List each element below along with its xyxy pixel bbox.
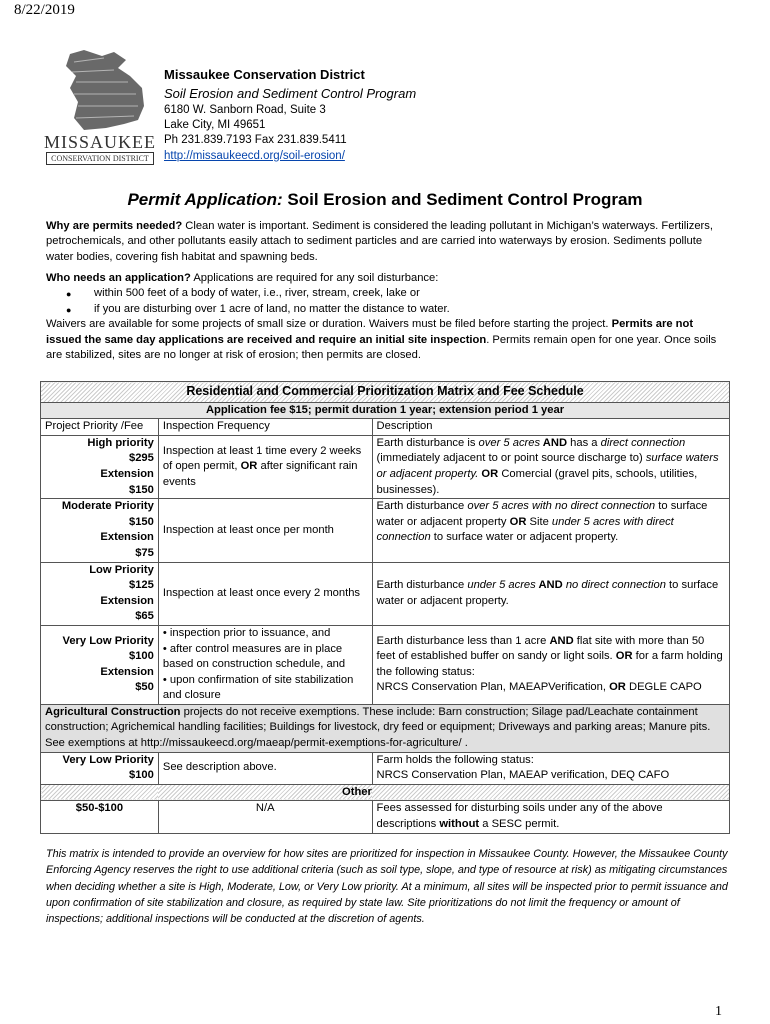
desc-part: NRCS Conservation Plan, MAEAP verification, DEQ CAFO [376,769,670,782]
criteria-list [46,286,726,317]
frequency-item: • after control measures are in place based on construction schedule, and [162,642,346,671]
desc-part: over 5 acres with no direct connection [467,500,656,513]
priority-fee: $295 [128,452,154,465]
desc-part: direct connection [600,436,686,449]
priority-label: Very Low Priority [62,634,154,647]
extension-fee: $50 [135,681,154,694]
frequency-item: • upon confirmation of site stabilization and closure [162,673,354,702]
extension-fee: $65 [135,610,154,623]
address-line2: Lake City, MI 49651 [164,119,266,132]
list-item: ● within 500 feet of a body of water, i.e., river, stream, creek, lake or [94,286,726,301]
desc-part: Fees assessed for disturbing soils under any of the above descriptions [376,802,663,831]
contact-header [164,66,416,164]
footer-note: This matrix is intended to provide an overview for how sites are prioritized for inspection in Missaukee County. However, the Missaukee County Enforcing Agency reserves the right to use additional criteria (such as soil type, slope, and type of resource at risk) as mitigating circumstances when deciding whether a site is High, Moderate, Low, or Very Low priority. At a minimum, all sites will be inspected prior to permit issuance and upon confirmation of site stabilization and closure, as required by state law. Site prioritizations do not limit the frequency or amount of inspections; additional inspections will be conducted at the discretion of agents. [46,848,728,926]
frequency-cell [158,625,372,704]
desc-part: surface waters or adjacent property. [376,452,719,480]
who-paragraph [46,271,726,363]
frequency-cell [158,435,372,498]
or-text: OR [240,460,258,473]
desc-part: (immediately adjacent to or point source discharge to) [376,452,646,465]
print-date: 8/22/2019 [14,2,75,18]
extension-label: Extension [100,467,154,480]
frequency-text-end: after significant rain events [162,460,358,488]
description-cell [372,562,729,625]
desc-part: no direct connection [565,579,666,592]
desc-part: OR [609,681,626,694]
desc-part: for a farm holding the following status: [376,650,723,678]
desc-part: Site [526,515,552,528]
who-text: Applications are required for any soil disturbance: [190,272,439,284]
priority-label: Very Low Priority [62,753,154,766]
website-link[interactable]: http://missaukeecd.org/soil-erosion/ [164,149,345,162]
logo-text: MISSAUKEE [44,132,157,152]
fee-matrix [40,381,730,834]
title-italic: Permit Application: [127,190,283,209]
waiver-bold: Permits are not issued the same day applications are received and require an initial site inspection [46,318,694,346]
other-hatch [41,784,159,801]
description-cell [372,625,729,704]
table-row [41,752,730,784]
other-label: Other [342,785,372,798]
desc-part: AND [540,436,568,449]
description-cell [372,752,729,784]
extension-label: Extension [100,594,154,607]
desc-part: AND [535,579,563,592]
matrix-subtitle: Application fee $15; permit duration 1 year; extension period 1 year [41,402,730,419]
desc-part: DEGLE CAPO [625,681,702,694]
desc-part: a SESC permit. [479,818,560,831]
program-name: Soil Erosion and Sediment Control Program [164,86,417,101]
table-row [41,499,730,562]
matrix-title: Residential and Commercial Prioritization Matrix and Fee Schedule [41,382,730,403]
priority-label: Low Priority [89,563,154,576]
frequency-cell: Inspection at least once per month [158,499,372,562]
table-header-row [41,419,730,436]
desc-part: under 5 acres [467,579,536,592]
desc-part: Earth disturbance [376,500,468,513]
desc-part: Earth disturbance [376,579,468,592]
desc-part: Comercial (gravel pits, schools, utilities, businesses). [376,467,698,496]
col-priority-header: Project Priority /Fee [41,419,159,436]
description-cell [372,435,729,498]
frequency-cell: N/A [158,801,372,833]
org-name: Missaukee Conservation District [164,67,365,82]
other-header-cell [342,784,729,801]
logo-subtext: CONSERVATION DISTRICT [46,152,154,165]
desc-part: AND [549,634,574,647]
desc-part: OR [478,467,499,480]
page-title [0,190,770,210]
why-question: Why are permits needed? [46,220,183,232]
other-hatch [158,784,372,801]
desc-part: Earth disturbance less than 1 acre [376,634,550,647]
desc-part: to surface water or adjacent property. [376,579,719,607]
desc-part: to surface water or adjacent property [376,500,708,528]
desc-part: OR [509,515,527,528]
table-row [41,562,730,625]
ag-text: projects do not receive exemptions. These include: Barn construction; Silage pad/Leachate containment construction; Agrichemical handling facilities; Buildings for livestock, dry feed or equipment; Driveways and parking areas; Manure pits. See exemptions at http://missaukeecd.org/maeap/permit-exemptions-for-agriculture/ . [45,705,711,750]
col-frequency-header: Inspection Frequency [158,419,372,436]
table-row [41,435,730,498]
frequency-cell: Inspection at least once every 2 months [158,562,372,625]
table-row [41,784,730,801]
phone-line: Ph 231.839.7193 Fax 231.839.5411 [164,134,347,147]
priority-fee: $50-$100 [41,801,159,833]
desc-part: Earth disturbance is [376,436,479,449]
description-cell [372,499,729,562]
priority-fee: $150 [128,515,154,528]
agricultural-note [41,704,730,752]
desc-part: has a [567,436,601,449]
frequency-item: • inspection prior to issuance, and [162,626,331,639]
desc-part: over 5 acres [478,436,541,449]
why-paragraph [46,219,726,265]
table-row [41,704,730,752]
priority-label: High priority [87,436,154,449]
ag-bold: Agricultural Construction [45,705,181,718]
extension-label: Extension [100,665,154,678]
extension-fee: $75 [135,546,154,559]
list-item: ● if you are disturbing over 1 acre of land, no matter the distance to water. [94,302,726,317]
why-text: Clean water is important. Sediment is considered the leading pollutant in Michigan’s waterways. Fertilizers, petrochemicals, and other pollutants easily attach to sediment particles and are carried into waterways by erosion. Sediments pollute water bodies, covering fish habitat and spawning beds. [46,220,713,263]
desc-part: to surface water or adjacent property. [430,531,619,544]
priority-fee: $100 [128,650,154,663]
page-number: 1 [715,1004,722,1019]
frequency-cell: See description above. [158,752,372,784]
desc-part: flat site with more than 50 feet of established buffer on sandy or light soils. [376,634,705,663]
desc-part: OR [615,650,633,663]
address-line1: 6180 W. Sanborn Road, Suite 3 [164,104,326,116]
table-row [41,625,730,704]
priority-label: Moderate Priority [61,500,154,513]
who-question: Who needs an application? [46,272,191,284]
extension-label: Extension [100,531,154,544]
frequency-text: Inspection at least 1 time every 2 weeks of open permit, [162,444,362,473]
table-row [41,801,730,833]
desc-part: NRCS Conservation Plan, MAEAPVerification, [376,681,610,694]
extension-fee: $150 [128,483,154,496]
desc-part: under 5 acres with direct connection [376,515,674,544]
priority-fee: $100 [128,769,154,782]
priority-fee: $125 [128,579,154,592]
desc-part: without [439,818,480,831]
waiver-text-end: . Permits remain open for one year. Once soils are stabilized, sites are no longer at risk of erosion; then permits are closed. [46,333,717,362]
col-description-header: Description [372,419,729,436]
description-cell [372,801,729,833]
desc-part: Farm holds the following status: [376,753,534,766]
missaukee-logo [44,48,156,176]
waiver-text: Waivers are available for some projects of small size or duration. Waivers must be filed before starting the project. [46,318,612,331]
title-rest: Soil Erosion and Sediment Control Program [282,190,643,209]
fee-table [40,381,730,834]
